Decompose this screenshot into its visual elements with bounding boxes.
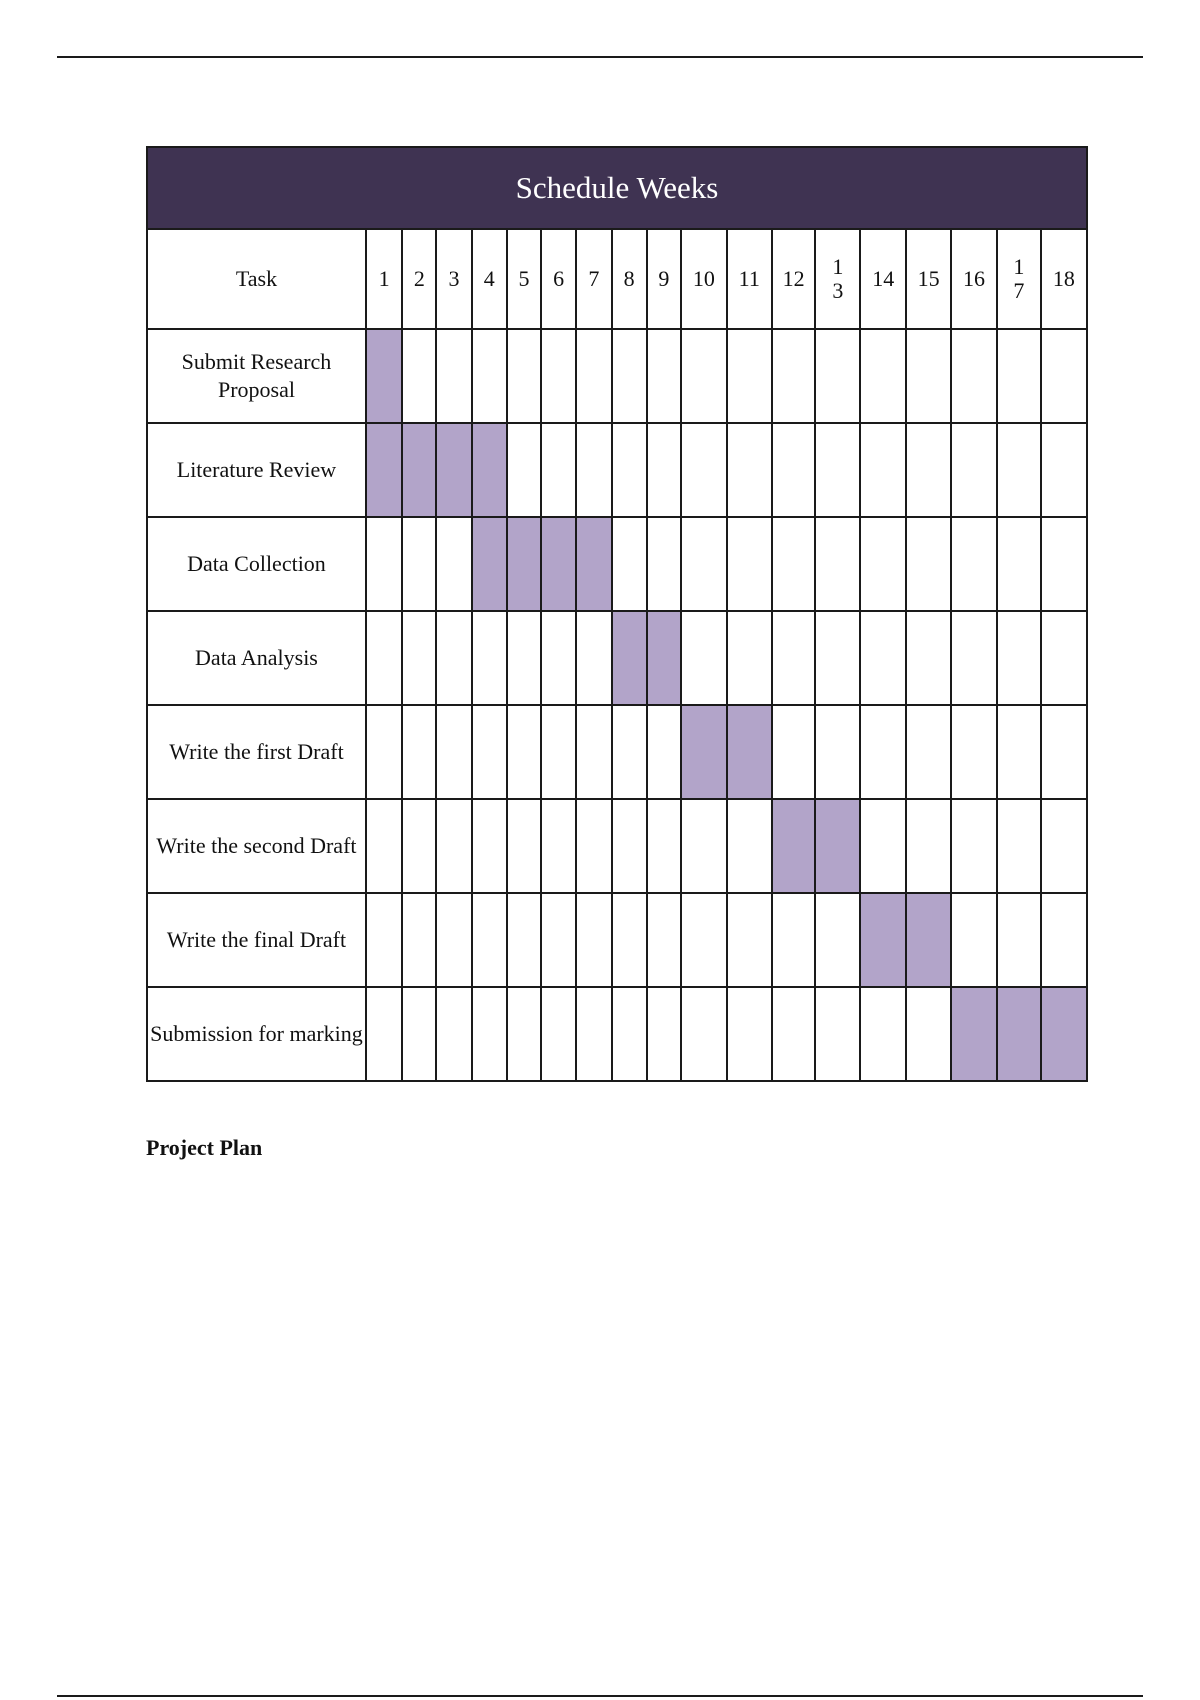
schedule-cell — [472, 611, 507, 705]
table-caption: Project Plan — [146, 1135, 263, 1160]
week-header-7 — [576, 229, 611, 329]
schedule-cell — [436, 329, 471, 423]
schedule-cell — [860, 611, 906, 705]
schedule-cell — [507, 611, 541, 705]
week-number: 18 — [1052, 266, 1075, 291]
schedule-bar-cell — [541, 517, 576, 611]
schedule-cell — [681, 987, 727, 1081]
week-header-13 — [815, 229, 860, 329]
schedule-cell — [727, 329, 772, 423]
schedule-cell — [951, 329, 997, 423]
week-header-18 — [1041, 229, 1087, 329]
week-header-11 — [727, 229, 772, 329]
schedule-cell — [402, 893, 436, 987]
schedule-cell — [612, 329, 647, 423]
schedule-cell — [436, 705, 471, 799]
schedule-cell — [472, 893, 507, 987]
schedule-cell — [951, 705, 997, 799]
schedule-cell — [1041, 423, 1087, 517]
week-header-16 — [951, 229, 997, 329]
schedule-cell — [951, 517, 997, 611]
schedule-cell — [681, 517, 727, 611]
schedule-cell — [576, 799, 611, 893]
week-header-17 — [997, 229, 1041, 329]
project-schedule-table — [146, 146, 1088, 1082]
week-header-14 — [860, 229, 906, 329]
schedule-bar-cell — [860, 893, 906, 987]
task-row — [147, 423, 1087, 517]
week-number: 6 — [553, 266, 565, 291]
week-number: 1 — [378, 266, 390, 291]
schedule-cell — [860, 799, 906, 893]
schedule-cell — [906, 987, 951, 1081]
week-header-6 — [541, 229, 576, 329]
schedule-cell — [1041, 705, 1087, 799]
schedule-cell — [1041, 799, 1087, 893]
schedule-cell — [402, 517, 436, 611]
schedule-cell — [772, 329, 816, 423]
week-number: 9 — [658, 266, 670, 291]
schedule-cell — [402, 987, 436, 1081]
week-number: 4 — [483, 266, 495, 291]
schedule-cell — [647, 329, 681, 423]
schedule-cell — [647, 987, 681, 1081]
schedule-cell — [681, 611, 727, 705]
week-number: 7 — [588, 266, 600, 291]
table-title: Schedule Weeks — [147, 147, 1087, 229]
schedule-cell — [366, 893, 402, 987]
schedule-bar-cell — [612, 611, 647, 705]
task-row — [147, 799, 1087, 893]
schedule-cell — [612, 799, 647, 893]
schedule-cell — [576, 987, 611, 1081]
week-header-8 — [612, 229, 647, 329]
schedule-cell — [772, 705, 816, 799]
schedule-cell — [402, 799, 436, 893]
schedule-cell — [402, 705, 436, 799]
schedule-cell — [436, 893, 471, 987]
schedule-cell — [681, 893, 727, 987]
week-number: 8 — [623, 266, 635, 291]
task-row — [147, 517, 1087, 611]
week-number: 10 — [692, 266, 715, 291]
task-name: Submission for marking — [147, 987, 366, 1081]
schedule-cell — [541, 705, 576, 799]
schedule-cell — [997, 799, 1041, 893]
schedule-cell — [1041, 329, 1087, 423]
schedule-cell — [727, 423, 772, 517]
schedule-cell — [1041, 517, 1087, 611]
schedule-cell — [366, 705, 402, 799]
schedule-cell — [472, 799, 507, 893]
schedule-cell — [576, 705, 611, 799]
schedule-cell — [860, 423, 906, 517]
schedule-bar-cell — [951, 987, 997, 1081]
task-name: Write the first Draft — [147, 705, 366, 799]
schedule-bar-cell — [402, 423, 436, 517]
schedule-cell — [576, 893, 611, 987]
task-name: Submit Research Proposal — [147, 329, 366, 423]
week-header-row — [147, 229, 1087, 329]
schedule-cell — [472, 987, 507, 1081]
schedule-bar-cell — [815, 799, 860, 893]
schedule-cell — [906, 611, 951, 705]
task-row — [147, 893, 1087, 987]
schedule-cell — [507, 893, 541, 987]
schedule-cell — [436, 987, 471, 1081]
schedule-cell — [507, 987, 541, 1081]
week-header-2 — [402, 229, 436, 329]
schedule-cell — [815, 893, 860, 987]
schedule-bar-cell — [772, 799, 816, 893]
schedule-cell — [860, 517, 906, 611]
schedule-cell — [997, 423, 1041, 517]
task-row — [147, 611, 1087, 705]
schedule-bar-cell — [507, 517, 541, 611]
schedule-cell — [612, 893, 647, 987]
task-name: Write the second Draft — [147, 799, 366, 893]
schedule-cell — [541, 987, 576, 1081]
schedule-cell — [366, 611, 402, 705]
week-header-12 — [772, 229, 816, 329]
week-number: 16 — [963, 266, 986, 291]
schedule-cell — [541, 893, 576, 987]
schedule-cell — [647, 799, 681, 893]
schedule-bar-cell — [436, 423, 471, 517]
week-header-5 — [507, 229, 541, 329]
schedule-cell — [772, 517, 816, 611]
schedule-cell — [727, 611, 772, 705]
schedule-cell — [860, 987, 906, 1081]
week-number: 17 — [1013, 253, 1025, 303]
schedule-cell — [997, 329, 1041, 423]
schedule-cell — [951, 893, 997, 987]
week-number: 14 — [872, 266, 895, 291]
schedule-cell — [997, 611, 1041, 705]
schedule-cell — [1041, 611, 1087, 705]
schedule-cell — [507, 799, 541, 893]
schedule-cell — [612, 517, 647, 611]
schedule-cell — [951, 423, 997, 517]
schedule-cell — [647, 517, 681, 611]
week-number: 12 — [782, 266, 805, 291]
week-header-15 — [906, 229, 951, 329]
schedule-cell — [402, 329, 436, 423]
schedule-bar-cell — [576, 517, 611, 611]
schedule-cell — [906, 329, 951, 423]
schedule-bar-cell — [472, 423, 507, 517]
task-name: Literature Review — [147, 423, 366, 517]
schedule-cell — [472, 329, 507, 423]
schedule-cell — [727, 799, 772, 893]
schedule-cell — [906, 517, 951, 611]
schedule-cell — [815, 423, 860, 517]
schedule-bar-cell — [472, 517, 507, 611]
week-number: 3 — [448, 266, 460, 291]
schedule-cell — [997, 517, 1041, 611]
schedule-cell — [997, 705, 1041, 799]
schedule-cell — [951, 611, 997, 705]
week-header-10 — [681, 229, 727, 329]
schedule-bar-cell — [1041, 987, 1087, 1081]
schedule-cell — [815, 517, 860, 611]
week-number: 13 — [832, 253, 844, 303]
schedule-bar-cell — [647, 611, 681, 705]
schedule-cell — [727, 517, 772, 611]
task-row — [147, 987, 1087, 1081]
schedule-cell — [815, 705, 860, 799]
schedule-cell — [727, 893, 772, 987]
schedule-cell — [472, 705, 507, 799]
schedule-cell — [366, 517, 402, 611]
schedule-cell — [1041, 893, 1087, 987]
schedule-bar-cell — [681, 705, 727, 799]
task-row — [147, 329, 1087, 423]
schedule-cell — [576, 611, 611, 705]
schedule-bar-cell — [906, 893, 951, 987]
schedule-cell — [727, 987, 772, 1081]
schedule-cell — [997, 893, 1041, 987]
week-header-9 — [647, 229, 681, 329]
task-name: Write the final Draft — [147, 893, 366, 987]
schedule-cell — [815, 329, 860, 423]
schedule-cell — [772, 423, 816, 517]
schedule-cell — [576, 329, 611, 423]
schedule-cell — [772, 893, 816, 987]
week-number: 2 — [413, 266, 425, 291]
schedule-cell — [436, 517, 471, 611]
schedule-cell — [507, 329, 541, 423]
schedule-cell — [541, 611, 576, 705]
schedule-cell — [541, 329, 576, 423]
schedule-bar-cell — [366, 329, 402, 423]
schedule-cell — [541, 799, 576, 893]
schedule-bar-cell — [366, 423, 402, 517]
task-column-header: Task — [147, 229, 366, 329]
week-number: 5 — [518, 266, 530, 291]
schedule-cell — [366, 799, 402, 893]
schedule-cell — [436, 611, 471, 705]
schedule-cell — [436, 799, 471, 893]
schedule-cell — [647, 705, 681, 799]
schedule-cell — [507, 423, 541, 517]
schedule-cell — [402, 611, 436, 705]
schedule-cell — [647, 893, 681, 987]
schedule-cell — [815, 611, 860, 705]
schedule-cell — [815, 987, 860, 1081]
schedule-cell — [366, 987, 402, 1081]
schedule-cell — [647, 423, 681, 517]
schedule-cell — [612, 987, 647, 1081]
task-name: Data Analysis — [147, 611, 366, 705]
schedule-cell — [576, 423, 611, 517]
task-row — [147, 705, 1087, 799]
schedule-cell — [860, 329, 906, 423]
schedule-cell — [906, 423, 951, 517]
schedule-cell — [541, 423, 576, 517]
week-header-1 — [366, 229, 402, 329]
schedule-cell — [612, 423, 647, 517]
task-name: Data Collection — [147, 517, 366, 611]
week-number: 15 — [917, 266, 940, 291]
bottom-rule — [57, 1695, 1143, 1697]
schedule-cell — [860, 705, 906, 799]
schedule-bar-cell — [727, 705, 772, 799]
schedule-cell — [906, 799, 951, 893]
top-rule — [57, 56, 1143, 58]
week-header-3 — [436, 229, 471, 329]
week-number: 11 — [738, 266, 760, 291]
schedule-bar-cell — [997, 987, 1041, 1081]
schedule-cell — [772, 611, 816, 705]
schedule-cell — [951, 799, 997, 893]
schedule-cell — [681, 799, 727, 893]
schedule-cell — [612, 705, 647, 799]
schedule-cell — [906, 705, 951, 799]
schedule-cell — [681, 329, 727, 423]
schedule-cell — [772, 987, 816, 1081]
schedule-cell — [507, 705, 541, 799]
schedule-cell — [681, 423, 727, 517]
week-header-4 — [472, 229, 507, 329]
